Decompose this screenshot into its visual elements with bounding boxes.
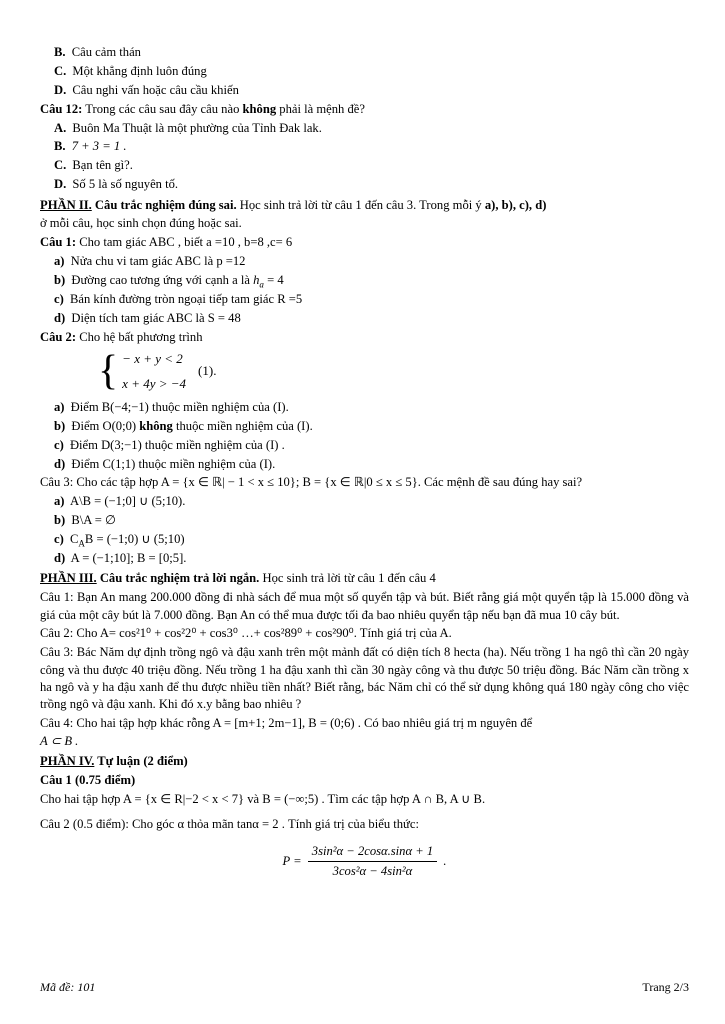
option-text: 7 + 3 = 1 . — [71, 139, 127, 154]
part4-question-1-text — [40, 791, 689, 808]
part3-question-2 — [40, 625, 689, 642]
list-item — [40, 399, 689, 416]
list-item — [40, 550, 689, 567]
section-number: PHẦN III. — [40, 571, 97, 586]
option-text-post: = 4 — [263, 273, 284, 287]
part3-question-1 — [40, 589, 689, 624]
option-label: D. — [54, 177, 67, 192]
system-of-inequalities — [40, 350, 689, 393]
section-intro: Học sinh trả lời từ câu 1 đến câu 3. Trong mỗi ý — [236, 197, 485, 212]
list-item — [40, 310, 689, 327]
option-text: B\A = ∅ — [71, 513, 117, 528]
option-text: A = (−1;10]; B = [0;5]. — [70, 550, 187, 565]
section-intro: Học sinh trả lời từ câu 1 đến câu 4 — [259, 571, 436, 586]
math-condition: A ⊂ B . — [40, 733, 79, 748]
option-label: d) — [54, 310, 66, 325]
option-subscript: A — [78, 538, 85, 549]
option-text: Số 5 là số nguyên tố. — [72, 177, 179, 192]
list-item — [40, 63, 689, 80]
list-item — [40, 493, 689, 510]
question-text: Bạn An mang 200.000 đồng đi nhà sách để mua một số quyển tập và bút. Biết rằng giá một quyển tập là 15.000 đồng và giá của một cây bút là 7.000 đồng. Bạn An có thể mua được tối đa bao nhiêu quyển tập nếu bạn đã mua 10 cây bút. — [40, 590, 689, 622]
option-label: B. — [54, 45, 66, 59]
question-text: Cho A= cos²1⁰ + cos²2⁰ + cos3⁰ …+ cos²89⁰ + cos²90⁰. Tính giá trị của A. — [76, 626, 452, 641]
question-text: Cho hai tập hợp A = {x ∈ R|−2 < x < 7} và B = (−∞;5) . Tìm các tập hợp A ∩ B, A ∪ B. — [40, 791, 486, 806]
option-text-post: B = (−1;0) ∪ (5;10) — [84, 532, 185, 546]
section-intro-line2: ở mỗi câu, học sinh chọn đúng hoặc sai. — [40, 216, 242, 231]
list-item — [40, 82, 689, 99]
question-text: Cho các tập hợp A = {x ∈ ℝ| − 1 < x ≤ 10}; B = {x ∈ ℝ|0 ≤ x ≤ 5}. Các mệnh đề sau đúng hay sai? — [76, 475, 583, 490]
list-item — [40, 157, 689, 174]
question-label: Câu 2 (0.5 điểm): — [40, 816, 129, 831]
option-label: A. — [54, 120, 67, 135]
option-emphasis: không — [139, 418, 173, 433]
option-text: Bán kính đường tròn ngoại tiếp tam giác R =5 — [69, 291, 303, 306]
option-text: Nửa chu vi tam giác ABC là p =12 — [70, 254, 246, 269]
list-item — [40, 272, 689, 289]
question-label: Câu 3: — [40, 645, 74, 660]
page-footer — [40, 979, 689, 996]
option-label: c) — [54, 291, 64, 306]
option-label: C. — [54, 158, 67, 173]
list-item — [40, 437, 689, 454]
option-text-pre: Đường cao tương ứng với cạnh a là — [71, 273, 254, 287]
section-heading-part-4 — [40, 753, 689, 770]
list-item — [40, 120, 689, 137]
list-item — [40, 418, 689, 435]
question-label: Câu 1: — [40, 590, 74, 605]
option-text: Bạn tên gì?. — [72, 158, 133, 173]
list-item — [40, 138, 689, 155]
fraction-denominator: 3cos²α − 4sin²α — [332, 864, 413, 879]
formula-trailing: . — [443, 853, 447, 868]
question-text: Cho hai tập hợp khác rỗng A = [m+1; 2m−1], B = (0;6) . Có bao nhiêu giá trị m nguyên để — [76, 716, 533, 731]
option-text-pre: Điểm O(0;0) — [71, 418, 140, 433]
list-item — [40, 176, 689, 193]
fraction — [308, 843, 437, 881]
question-label: Câu 2: — [40, 329, 77, 344]
part4-question-1-label — [40, 772, 689, 789]
brace-glyph: { — [98, 348, 119, 395]
option-text: Buôn Ma Thuật là một phường của Tỉnh Đak lak. — [72, 120, 322, 135]
option-label: a) — [54, 399, 65, 414]
section-intro-emphasis: a), b), c), d) — [484, 197, 547, 212]
option-label: c) — [54, 437, 64, 452]
option-text-post: thuộc miền nghiệm của (I). — [172, 418, 313, 433]
question-label: Câu 1: — [40, 235, 77, 250]
option-text: Câu nghi vấn hoặc câu cầu khiến — [72, 82, 239, 97]
question-12 — [40, 101, 689, 118]
option-label: b) — [54, 273, 66, 287]
option-label: b) — [54, 513, 66, 528]
question-text-before: Trong các câu sau đây câu nào — [85, 101, 243, 116]
formula-lhs: P = — [282, 853, 302, 868]
section-number: PHẦN IV. — [40, 754, 95, 768]
question-label: Câu 2: — [40, 626, 74, 641]
option-label: B. — [54, 139, 66, 154]
section-intro-continued — [40, 215, 689, 232]
option-label: c) — [54, 532, 64, 546]
system-row-1: − x + y < 2 — [122, 351, 183, 366]
question-label: Câu 3: — [40, 475, 74, 490]
option-text: Một khẳng định luôn đúng — [72, 63, 207, 78]
list-item — [40, 253, 689, 270]
section-title: Câu trắc nghiệm đúng sai. — [91, 197, 237, 212]
section-title: Tự luận (2 điểm) — [94, 754, 188, 768]
section-title: Câu trắc nghiệm trả lời ngắn. — [96, 571, 260, 586]
option-label: b) — [54, 418, 66, 433]
question-label: Câu 12: — [40, 101, 83, 116]
list-item — [40, 456, 689, 473]
part3-question-4-condition — [40, 733, 689, 750]
part3-question-3 — [40, 644, 689, 714]
question-label: Câu 4: — [40, 716, 74, 731]
option-label: d) — [54, 456, 66, 471]
question-text: Cho tam giác ABC , biết a =10 , b=8 ,c= 6 — [79, 235, 293, 250]
math-variable: h — [253, 273, 260, 287]
option-label: C. — [54, 63, 67, 78]
list-item — [40, 291, 689, 308]
question-emphasis: không — [242, 101, 277, 116]
option-text: Câu cảm thán — [71, 45, 141, 59]
exam-code: Mã đề: 101 — [40, 980, 96, 995]
question-text-after: phải là mệnh đề? — [276, 101, 365, 116]
equation-number: (1). — [198, 363, 217, 379]
option-label: a) — [54, 494, 65, 509]
option-text: Điểm D(3;−1) thuộc miền nghiệm của (I) . — [69, 437, 285, 452]
fraction-numerator: 3sin²α − 2cosα.sinα + 1 — [308, 843, 437, 862]
part2-question-3 — [40, 474, 689, 491]
page-number: Trang 2/3 — [642, 980, 689, 995]
part4-question-2 — [40, 816, 689, 833]
option-text-pre: C — [69, 532, 79, 546]
list-item — [40, 512, 689, 529]
option-label: D. — [54, 82, 67, 97]
system-row-2: x + 4y > −4 — [122, 375, 187, 391]
section-heading-part-2 — [40, 197, 689, 214]
math-subscript: a — [259, 279, 264, 290]
part2-question-1 — [40, 234, 689, 251]
option-text: Điểm B(−4;−1) thuộc miền nghiệm của (I). — [70, 399, 289, 414]
option-label: a) — [54, 254, 65, 269]
option-text: Điểm C(1;1) thuộc miền nghiệm của (I). — [71, 456, 276, 471]
part3-question-4 — [40, 715, 689, 732]
formula-block — [40, 843, 689, 881]
option-label: d) — [54, 550, 66, 565]
section-number: PHẦN II. — [40, 197, 92, 212]
question-text: Cho góc α thỏa mãn tanα = 2 . Tính giá trị của biểu thức: — [128, 816, 419, 831]
option-text: A\B = (−1;0] ∪ (5;10). — [69, 494, 186, 509]
question-text: Bác Năm dự định trồng ngô và đậu xanh trên một mảnh đất có diện tích 8 hecta (ha). Nếu trồng 1 ha ngô thì cần 20 ngày công và thu được 40 triệu đồng. Nếu trồng 1 ha đậu xanh thì cần 30 ngày công và thu được 50 triệu đồng. Bác Năm cần trồng x ha ngô và y ha đậu xanh để thu được nhiều tiền nhất? Biết rằng, bác Năm chỉ có thể sử dụng không quá 180 ngày công cho việc trồng ngô và đậu xanh. Khi đó x.y bằng bao nhiêu ? — [40, 645, 689, 712]
part2-question-2 — [40, 329, 689, 346]
question-label: Câu 1 (0.75 điểm) — [40, 772, 136, 787]
option-text: Diện tích tam giác ABC là S = 48 — [71, 310, 241, 325]
question-text: Cho hệ bất phương trình — [76, 329, 203, 344]
list-item — [40, 531, 689, 548]
list-item — [40, 44, 689, 61]
section-heading-part-3 — [40, 570, 689, 587]
